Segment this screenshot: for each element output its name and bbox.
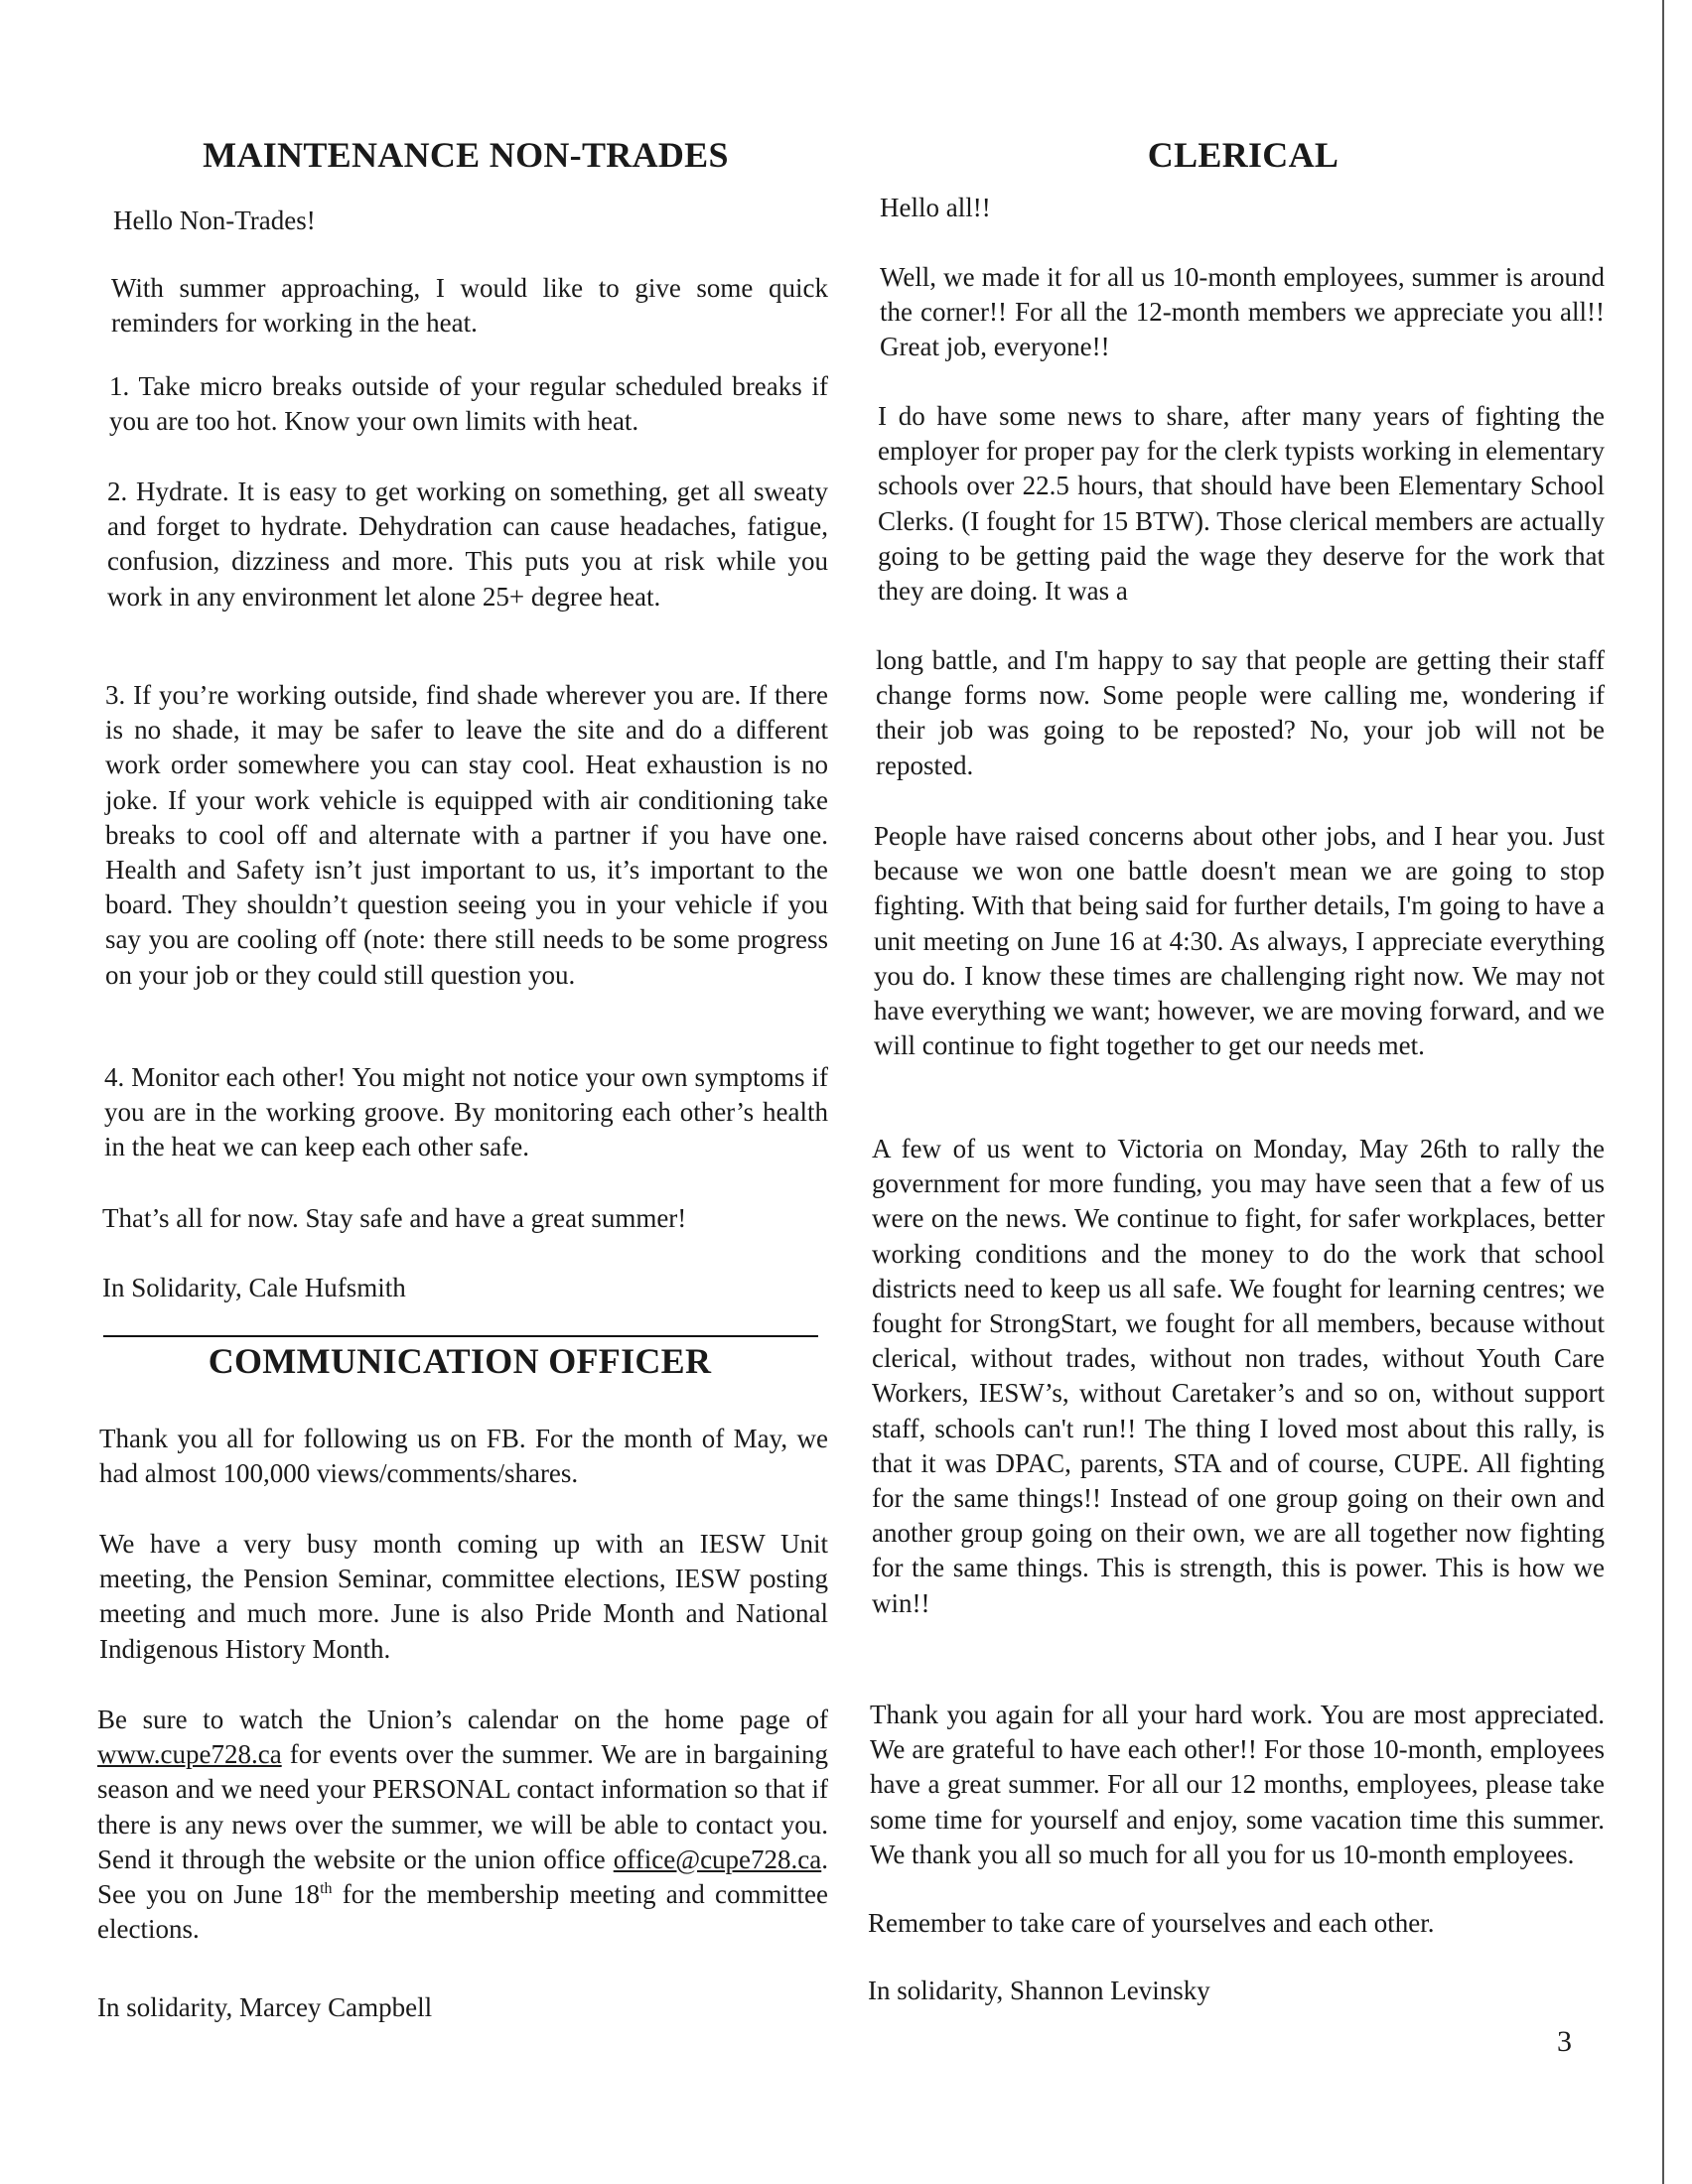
scan-edge-line — [1662, 0, 1664, 2184]
clerical-heading: CLERICAL — [1147, 135, 1340, 175]
clerical-para-1: Well, we made it for all us 10-month employees, summer is around the corner!! For all the 12-month members we appreciate you all!! Great job, everyone!! — [880, 262, 1605, 362]
maintenance-tip-3: 3. If you’re working outside, find shade wherever you are. If there is no shade, it may be safer to leave the site and do a different work order somewhere you can stay cool. Heat exhaustion is no joke. If your work vehicle is equipped with air conditioning take breaks to cool off and alternate with a partner if you have one. Health and Safety isn’t just important to us, it’s important to the board. They shouldn’t question seeing you in your vehicle if you say you are cooling off (note: there still needs to be some progress on your job or they could still question you. — [105, 680, 828, 990]
maintenance-greeting: Hello Non-Trades! — [113, 205, 316, 235]
communication-para-3-c: . See you on June 18 — [97, 1843, 828, 1910]
clerical-para-2: I do have some news to share, after many years of fighting the employer for proper pay for the clerk typists working in elementary schools over 22.5 hours, that should have been Elementary School Clerks. (I fought for 15 BTW). Those clerical members are actually going to be getting paid the wage they deserve for the work that they are doing. It was a — [878, 401, 1605, 607]
maintenance-intro: With summer approaching, I would like to give some quick reminders for working in the heat. — [111, 273, 828, 339]
maintenance-closing: That’s all for now. Stay safe and have a great summer! — [102, 1203, 687, 1233]
section-divider — [103, 1335, 818, 1337]
communication-signoff: In solidarity, Marcey Campbell — [97, 1992, 433, 2022]
communication-para-3-a: Be sure to watch the Union’s calendar on the home page of — [97, 1705, 828, 1734]
maintenance-signoff: In Solidarity, Cale Hufsmith — [102, 1273, 406, 1302]
clerical-para-3: long battle, and I'm happy to say that people are getting their staff change forms now. Some people were calling me, wondering if their job was going to be reposted? No, your job will not be reposted. — [876, 645, 1605, 780]
clerical-para-6: Thank you again for all your hard work. You are most appreciated. We are grateful to have each other!! For those 10-month, employees have a great summer. For all our 12 months, employees, please take some time for yourself and enjoy, some vacation time this summer. We thank you all so much for all you for us 10-month employees. — [870, 1700, 1605, 1869]
email-link[interactable]: office@cupe728.ca — [613, 1843, 822, 1874]
clerical-para-7: Remember to take care of yourselves and each other. — [868, 1908, 1435, 1938]
maintenance-heading: MAINTENANCE NON-TRADES — [203, 135, 729, 175]
page-number: 3 — [1557, 2025, 1572, 2058]
communication-para-2: We have a very busy month coming up with an IESW Unit meeting, the Pension Seminar, committee elections, IESW posting meeting and much more. June is also Pride Month and National Indigenous History Month. — [99, 1529, 828, 1664]
communication-para-3-d: for the membership meeting and committee elections. — [97, 1879, 828, 1945]
clerical-para-5: A few of us went to Victoria on Monday, May 26th to rally the government for more funding, you may have seen that a few of us were on the news. We continue to fight, for safer workplaces, better working conditions and the money to do the work that school districts need to keep us all safe. We fought for learning centres; we fought for StrongStart, we fought for all members, because without clerical, without trades, without non trades, without Youth Care Workers, IESW’s, without Caretaker’s and so on, without support staff, schools can't run!! The thing I loved most about this rally, is that it was DPAC, parents, STA and of course, CUPE. All fighting for the same things!! Instead of one group going on their own and another group going on their own, we are all together now fighting for the same things. This is strength, this is power. This is how we win!! — [872, 1134, 1605, 1618]
communication-para-3-b: for events over the summer. We are in bargaining season and we need your PERSONAL contact information so that if there is any news over the summer, we will be able to contact you. Send it through the website or the union office — [97, 1739, 828, 1874]
maintenance-tip-2: 2. Hydrate. It is easy to get working on something, get all sweaty and forget to hydrate. Dehydration can cause headaches, fatigue, confusion, dizziness and more. This puts you at risk while you work in any environment let alone 25+ degree heat. — [107, 477, 828, 612]
communication-para-1: Thank you all for following us on FB. For the month of May, we had almost 100,000 views/comments/shares. — [99, 1424, 828, 1489]
clerical-signoff: In solidarity, Shannon Levinsky — [868, 1976, 1210, 2005]
website-link[interactable]: www.cupe728.ca — [97, 1739, 282, 1770]
communication-para-3 — [97, 1703, 828, 1947]
ordinal-suffix: th — [320, 1880, 333, 1898]
communication-heading: COMMUNICATION OFFICER — [208, 1341, 712, 1381]
maintenance-tip-4: 4. Monitor each other! You might not notice your own symptoms if you are in the working groove. By monitoring each other’s health in the heat we can keep each other safe. — [104, 1062, 828, 1162]
clerical-greeting: Hello all!! — [880, 193, 991, 222]
clerical-para-4: People have raised concerns about other jobs, and I hear you. Just because we won one battle doesn't mean we are going to stop fighting. With that being said for further details, I'm going to have a unit meeting on June 16 at 4:30. As always, I appreciate everything you do. I know these times are challenging right now. We may not have everything we want; however, we are moving forward, and we will continue to fight together to get our needs met. — [874, 821, 1605, 1061]
maintenance-tip-1: 1. Take micro breaks outside of your regular scheduled breaks if you are too hot. Know your own limits with heat. — [109, 371, 828, 437]
